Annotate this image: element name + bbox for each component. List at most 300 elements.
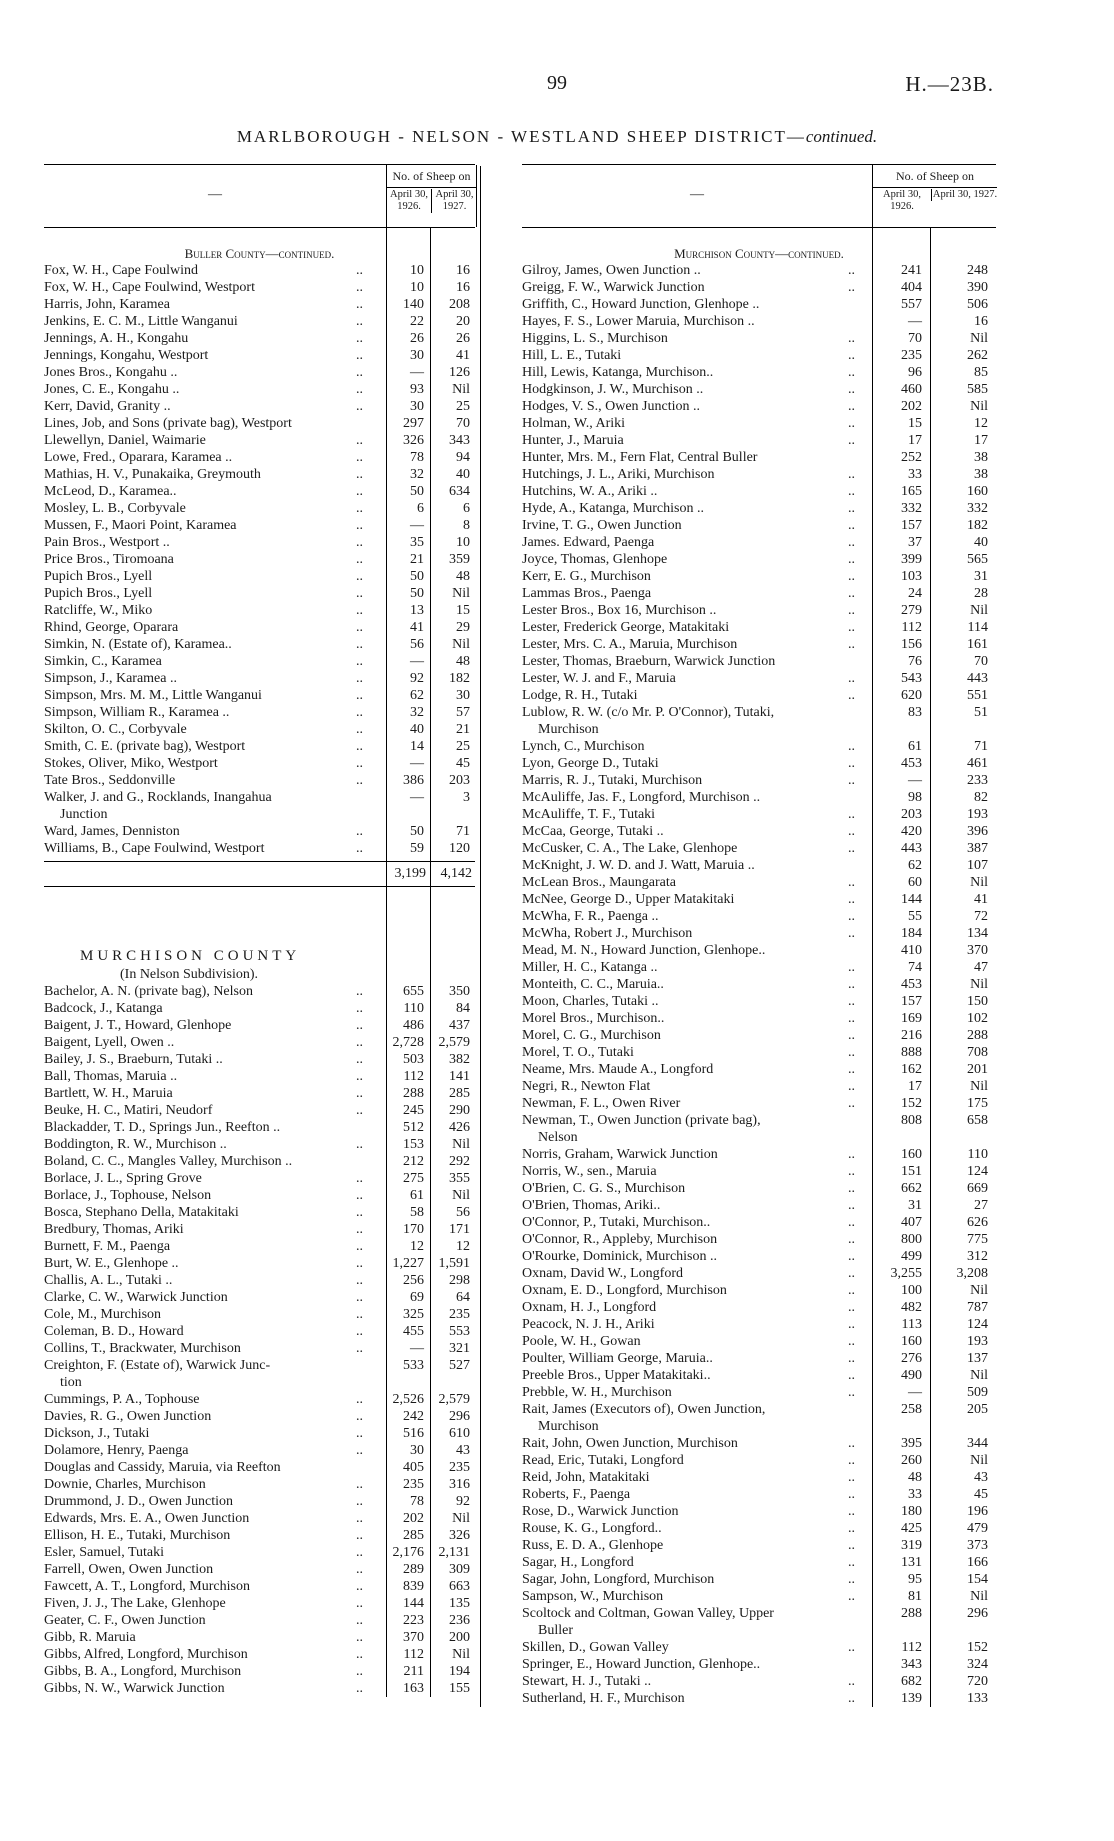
value-1927: 290 [449,1103,470,1118]
table-row [522,449,996,466]
table-row [44,1595,475,1612]
table-row [44,602,475,619]
value-1926: 276 [901,1351,922,1366]
title-main: MARLBOROUGH - NELSON - WESTLAND SHEEP DISTRICT— [236,127,806,146]
value-1927: 28 [974,586,988,601]
value-1927: 288 [967,1028,988,1043]
row-name: Burnett, F. M., Paenga [44,1239,171,1254]
table-row [44,772,475,789]
row-name: Baigent, Lyell, Owen .. [44,1035,175,1050]
leader-dots: .. [848,331,855,346]
row-name: Rait, James (Executors of), Owen Junction, [522,1402,766,1417]
value-1927: 71 [974,739,988,754]
value-1927: Nil [970,977,988,992]
table-row [522,585,996,602]
row-name: tion [60,1375,82,1390]
value-1926: 103 [901,569,922,584]
value-1927: 182 [449,671,470,686]
sheep-count-header [872,165,997,227]
row-name: Jones, C. E., Kongahu .. [44,382,180,397]
row-name: Boland, C. C., Mangles Valley, Murchison .. [44,1154,293,1169]
leader-dots: .. [848,1062,855,1077]
table-row [44,1561,475,1578]
table-row [44,313,475,330]
row-name: McWha, Robert J., Murchison [522,926,693,941]
value-1926: 455 [403,1324,424,1339]
value-1927: 160 [967,484,988,499]
row-name: Simkin, C., Karamea [44,654,162,669]
leader-dots: .. [848,892,855,907]
value-1926: 12 [410,1239,424,1254]
table-row [44,636,475,653]
value-1927: Nil [970,1589,988,1604]
table-row [44,1663,475,1680]
table-row [522,653,996,670]
table-row [522,1401,996,1418]
leader-dots: .. [356,1528,363,1543]
table-row [522,1554,996,1571]
leader-dots: .. [356,1307,363,1322]
row-name: Oxnam, E. D., Longford, Murchison [522,1283,727,1298]
value-1927: 43 [974,1470,988,1485]
value-1926: 156 [901,637,922,652]
value-1926: 800 [901,1232,922,1247]
value-1927: 26 [456,331,470,346]
right-table [522,164,996,1707]
value-1926: 98 [908,790,922,805]
value-1927: 182 [967,518,988,533]
value-1927: 236 [449,1613,470,1628]
row-name: Gibbs, N. W., Warwick Junction [44,1681,225,1696]
total-1926: 3,199 [394,866,426,881]
value-1926: 70 [908,331,922,346]
value-1927: 585 [967,382,988,397]
leader-dots: .. [356,603,363,618]
row-name: Simpson, J., Karamea .. [44,671,177,686]
value-1926: 256 [403,1273,424,1288]
leader-dots: .. [356,1630,363,1645]
row-name: Hill, Lewis, Katanga, Murchison.. [522,365,714,380]
leader-dots: .. [848,1028,855,1043]
table-row [44,279,475,296]
name-column-header: — [208,187,222,202]
value-1927: 205 [967,1402,988,1417]
table-row [44,738,475,755]
table-row [44,823,475,840]
table-row [522,500,996,517]
row-name: Hill, L. E., Tutaki [522,348,622,363]
table-row [522,381,996,398]
leader-dots: .. [356,1035,363,1050]
table-row [44,1085,475,1102]
value-1927: 16 [456,263,470,278]
value-1926: 30 [410,348,424,363]
value-1927: 120 [449,841,470,856]
table-row [44,1612,475,1629]
leader-dots: .. [848,1317,855,1332]
value-1926: 275 [403,1171,424,1186]
value-1926: 557 [901,297,922,312]
total-1927: 4,142 [440,866,472,881]
leader-dots: .. [848,1572,855,1587]
table-row [522,1061,996,1078]
table-row [522,1690,996,1707]
row-name: Springer, E., Howard Junction, Glenhope.. [522,1657,761,1672]
value-1926: 332 [901,501,922,516]
table-row [522,976,996,993]
value-1927: 72 [974,909,988,924]
value-1926: 33 [908,1487,922,1502]
value-1927: 196 [967,1504,988,1519]
value-1927: 235 [449,1460,470,1475]
value-1927: 124 [967,1164,988,1179]
row-name: Challis, A. L., Tutaki .. [44,1273,173,1288]
table-row [522,1044,996,1061]
value-1926: 180 [901,1504,922,1519]
leader-dots: .. [848,841,855,856]
value-1926: 62 [410,688,424,703]
leader-dots: .. [356,314,363,329]
table-row [522,755,996,772]
value-1926: 60 [908,875,922,890]
right-table-header [522,164,996,228]
table-row [44,1170,475,1187]
table-row [44,687,475,704]
table-row [44,398,475,415]
table-row [44,721,475,738]
value-1927: 57 [456,705,470,720]
value-1927: 298 [449,1273,470,1288]
table-row [44,296,475,313]
row-name: Norris, W., sen., Maruia [522,1164,657,1179]
row-name: Russ, E. D. A., Glenhope [522,1538,664,1553]
row-name: Baigent, J. T., Howard, Glenhope [44,1018,232,1033]
row-name: McKnight, J. W. D. and J. Watt, Maruia .. [522,858,755,873]
value-1927: 41 [456,348,470,363]
value-1926: 165 [901,484,922,499]
row-name: Edwards, Mrs. E. A., Owen Junction [44,1511,250,1526]
row-name: Scoltock and Coltman, Gowan Valley, Upper [522,1606,774,1621]
row-name: Morel Bros., Murchison.. [522,1011,665,1026]
table-row [44,517,475,534]
row-name: Mosley, L. B., Corbyvale [44,501,186,516]
value-1927: Nil [970,875,988,890]
row-name: Fox, W. H., Cape Foulwind, Westport [44,280,255,295]
value-1926: 407 [901,1215,922,1230]
table-row [44,1017,475,1034]
row-name: Pain Bros., Westport .. [44,535,170,550]
table-row [522,1622,996,1639]
value-1927: 21 [456,722,470,737]
row-name: McCaa, George, Tutaki .. [522,824,664,839]
row-name: Collins, T., Brackwater, Murchison [44,1341,241,1356]
leader-dots: .. [356,705,363,720]
value-1926: 516 [403,1426,424,1441]
row-name: Bachelor, A. N. (private bag), Nelson [44,984,253,999]
section-subheading: (In Nelson Subdivision). [120,967,259,982]
row-name: Gibbs, Alfred, Longford, Murchison [44,1647,248,1662]
leader-dots: .. [356,1188,363,1203]
row-name: Lammas Bros., Paenga [522,586,652,601]
row-name: Gilroy, James, Owen Junction .. [522,263,701,278]
value-1926: 113 [901,1317,922,1332]
value-1926: 15 [908,416,922,431]
value-1927: 373 [967,1538,988,1553]
leader-dots: .. [356,1324,363,1339]
section-heading-murchison: MURCHISON COUNTY [80,948,301,964]
row-name: Tate Bros., Seddonville [44,773,176,788]
value-1926: 139 [901,1691,922,1706]
value-1926: 17 [908,1079,922,1094]
table-row [522,1316,996,1333]
table-row [44,1323,475,1340]
value-1927: 663 [449,1579,470,1594]
value-1927: 248 [967,263,988,278]
value-1926: 258 [901,1402,922,1417]
table-row [44,1187,475,1204]
leader-dots: .. [848,688,855,703]
value-1927: 359 [449,552,470,567]
value-1926: 35 [410,535,424,550]
table-row [522,1384,996,1401]
table-row [44,1000,475,1017]
sheep-count-caption: No. of Sheep on [873,165,997,188]
row-name: McAuliffe, T. F., Tutaki [522,807,656,822]
value-1927: 296 [449,1409,470,1424]
value-1927: 56 [456,1205,470,1220]
value-1926: 839 [403,1579,424,1594]
row-name: Norris, Graham, Warwick Junction [522,1147,718,1162]
value-1927: 102 [967,1011,988,1026]
value-1926: 242 [403,1409,424,1424]
leader-dots: .. [848,586,855,601]
value-1927: 193 [967,807,988,822]
value-1927: 15 [456,603,470,618]
value-1927: 16 [974,314,988,329]
value-1927: 443 [967,671,988,686]
sheep-count-caption: No. of Sheep on [387,165,476,188]
table-row [522,670,996,687]
table-row [522,840,996,857]
leader-dots: .. [356,841,363,856]
leader-dots: .. [356,552,363,567]
table-row [522,1452,996,1469]
value-1926: 100 [901,1283,922,1298]
value-1927: 134 [967,926,988,941]
row-name: Badcock, J., Katanga [44,1001,163,1016]
leader-dots: .. [356,501,363,516]
table-row [44,483,475,500]
value-1926: 50 [410,586,424,601]
value-1927: 479 [967,1521,988,1536]
row-name: Burt, W. E., Glenhope .. [44,1256,179,1271]
value-1926: 14 [410,739,424,754]
value-1927: 38 [974,450,988,465]
table-row [44,1680,475,1697]
table-row [44,1578,475,1595]
row-name: Gibb, R. Maruia [44,1630,136,1645]
row-name: McCusker, C. A., The Lake, Glenhope [522,841,738,856]
table-row [522,432,996,449]
table-row [44,585,475,602]
value-1927: 126 [449,365,470,380]
leader-dots: .. [356,984,363,999]
year-1926-header: April 30, 1926. [883,189,921,212]
column-rule [872,228,873,1707]
table-row [522,1469,996,1486]
column-rule [480,166,481,1707]
row-name: Buller [538,1623,573,1638]
leader-dots: .. [848,1334,855,1349]
row-name: Bosca, Stephano Della, Matakitaki [44,1205,239,1220]
value-1926: 241 [901,263,922,278]
row-name: Murchison [538,1419,599,1434]
value-1926: 486 [403,1018,424,1033]
value-1927: 2,579 [438,1035,470,1050]
row-name: Prebble, W. H., Murchison [522,1385,672,1400]
value-1927: 565 [967,552,988,567]
table-row [522,1010,996,1027]
table-row [44,1051,475,1068]
leader-dots: .. [848,1487,855,1502]
row-name: Borlace, J., Tophouse, Nelson [44,1188,212,1203]
leader-dots: .. [848,756,855,771]
leader-dots: .. [848,875,855,890]
table-row [44,1459,475,1476]
leader-dots: .. [356,569,363,584]
table-row [522,721,996,738]
row-name: Nelson [538,1130,578,1145]
row-name: Simpson, William R., Karamea .. [44,705,230,720]
value-1927: 166 [967,1555,988,1570]
row-name: Hunter, Mrs. M., Fern Flat, Central Buller [522,450,758,465]
table-row [522,925,996,942]
row-name: Newman, F. L., Owen River [522,1096,681,1111]
leader-dots: .. [356,1545,363,1560]
value-1927: 94 [456,450,470,465]
row-name: Stokes, Oliver, Miko, Westport [44,756,218,771]
table-row [522,1180,996,1197]
leader-dots: .. [848,637,855,652]
leader-dots: .. [848,1538,855,1553]
value-1927: 17 [974,433,988,448]
leader-dots: .. [848,1368,855,1383]
value-1927: 708 [967,1045,988,1060]
value-1927: 40 [974,535,988,550]
leader-dots: .. [356,382,363,397]
value-1926: — [908,1385,922,1400]
table-row [44,983,475,1000]
value-1926: 163 [403,1681,424,1696]
buller-total-row [44,861,475,887]
value-1926: 202 [901,399,922,414]
page-number: 99 [547,72,567,94]
value-1927: 669 [967,1181,988,1196]
row-name: Ellison, H. E., Tutaki, Murchison [44,1528,231,1543]
value-1926: 30 [410,1443,424,1458]
row-name: Williams, B., Cape Foulwind, Westport [44,841,265,856]
table-row [44,1153,475,1170]
leader-dots: .. [356,1290,363,1305]
value-1926: 69 [410,1290,424,1305]
table-row [522,551,996,568]
value-1926: 223 [403,1613,424,1628]
leader-dots: .. [356,280,363,295]
table-row [44,364,475,381]
leader-dots: .. [356,1256,363,1271]
value-1926: — [410,365,424,380]
leader-dots: .. [356,1103,363,1118]
row-name: Peacock, N. J. H., Ariki [522,1317,655,1332]
value-1926: 370 [403,1630,424,1645]
value-1926: 83 [908,705,922,720]
value-1926: 460 [901,382,922,397]
table-row [522,823,996,840]
value-1927: Nil [970,1453,988,1468]
leader-dots: .. [356,535,363,550]
leader-dots: .. [848,1436,855,1451]
row-name: Jenkins, E. C. M., Little Wanganui [44,314,238,329]
row-name: O'Rourke, Dominick, Murchison .. [522,1249,718,1264]
value-1927: 141 [449,1069,470,1084]
year-1927-header: April 30, 1927. [932,189,998,200]
leader-dots: .. [356,297,363,312]
leader-dots: .. [848,620,855,635]
value-1926: 499 [901,1249,922,1264]
value-1926: 92 [410,671,424,686]
value-1926: 131 [901,1555,922,1570]
value-1927: Nil [452,1188,470,1203]
table-row [44,568,475,585]
value-1926: 33 [908,467,922,482]
table-row [522,1333,996,1350]
value-1926: 655 [403,984,424,999]
leader-dots: .. [356,654,363,669]
value-1926: 405 [403,1460,424,1475]
row-name: McLean Bros., Maungarata [522,875,676,890]
row-name: McWha, F. R., Paenga .. [522,909,659,924]
table-row [44,1204,475,1221]
table-row [44,806,475,823]
leader-dots: .. [356,756,363,771]
row-name: Simpson, Mrs. M. M., Little Wanganui [44,688,262,703]
leader-dots: .. [356,1001,363,1016]
row-name: Neame, Mrs. Maude A., Longford [522,1062,714,1077]
value-1927: 208 [449,297,470,312]
row-name: Mussen, F., Maori Point, Karamea [44,518,237,533]
value-1927: 29 [456,620,470,635]
value-1927: 10 [456,535,470,550]
value-1926: 3,255 [890,1266,922,1281]
value-1927: 506 [967,297,988,312]
value-1927: 775 [967,1232,988,1247]
value-1927: 321 [449,1341,470,1356]
row-name: Kerr, David, Granity .. [44,399,171,414]
value-1927: 154 [967,1572,988,1587]
table-row [522,483,996,500]
row-name: Bartlett, W. H., Maruia [44,1086,173,1101]
value-1926: 297 [403,416,424,431]
table-row [522,1078,996,1095]
leader-dots: .. [848,365,855,380]
value-1926: 81 [908,1589,922,1604]
table-row [522,959,996,976]
table-row [44,619,475,636]
value-1927: 382 [449,1052,470,1067]
value-1927: Nil [970,1368,988,1383]
row-name: Bailey, J. S., Braeburn, Tutaki .. [44,1052,223,1067]
table-row [522,1095,996,1112]
